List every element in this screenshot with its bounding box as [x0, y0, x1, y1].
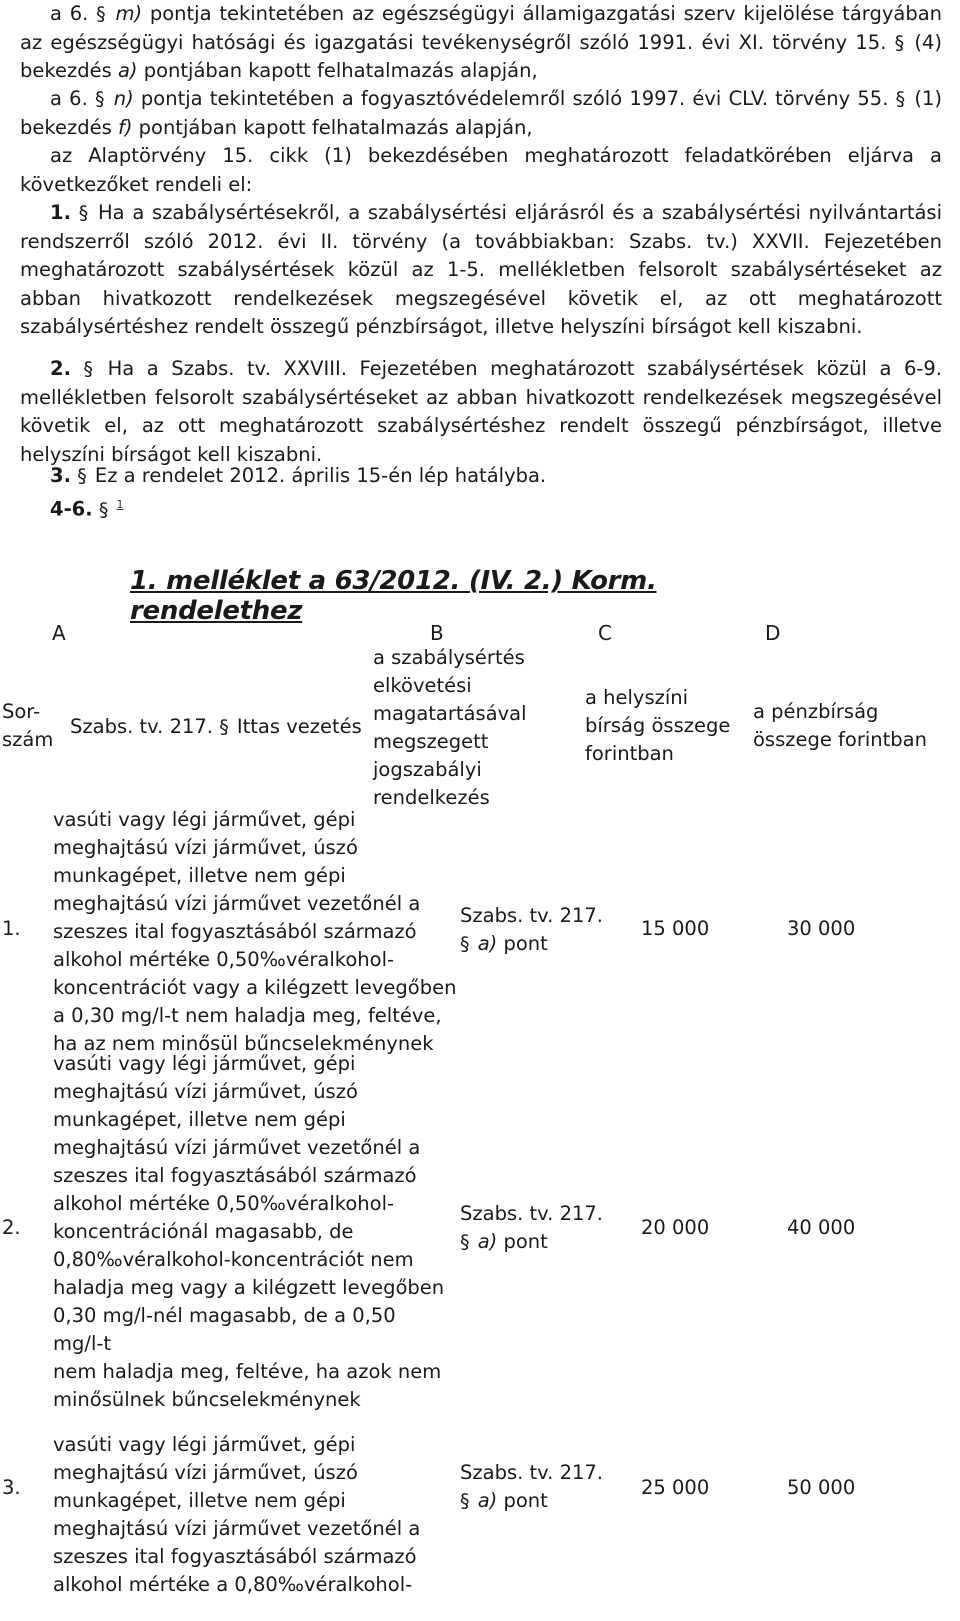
row-2-description — [53, 1050, 463, 1414]
section-text: Ha a Szabs. tv. XXVIII. Fejezetében meghatározott szabálysértések közül a 6-9. mellékletben felsorolt szabálysértéseket az abban hivatkozott rendelkezések megszegésével követik el, az ott meghatározott szabálysértéshez rendelt összegű pénzbírságot, illetve helyszíni bírságot kell kiszabni. — [20, 357, 943, 466]
description-line: 0,30 mg/l-nél magasabb, de a 0,50 — [53, 1304, 396, 1327]
row-1-description — [53, 806, 463, 1058]
text-fragment: (1) bekezdés — [20, 87, 942, 139]
text-fragment: a 6. — [50, 87, 88, 110]
description-line: koncentrációnál magasabb, de — [53, 1220, 354, 1243]
section-sign: § — [95, 88, 105, 110]
section-2 — [20, 355, 942, 469]
description-line: szeszes ital fogyasztásából származó — [53, 1164, 417, 1187]
row-1-number: 1. — [2, 917, 21, 940]
section-1 — [20, 199, 942, 342]
preamble-paragraph-2 — [20, 85, 942, 142]
text-fragment: pontjában kapott felhatalmazás alapján, — [138, 115, 533, 139]
description-line: szeszes ital fogyasztásából származó — [53, 1545, 417, 1568]
header-line: Sor- — [2, 700, 41, 723]
row-2-fine: 40 000 — [787, 1216, 856, 1239]
section-4-6 — [20, 491, 942, 524]
section-sign: § — [219, 716, 229, 738]
header-line: összege forintban — [753, 728, 927, 751]
description-line: nem haladja meg, feltéve, ha azok nem — [53, 1360, 442, 1383]
section-number: 2. — [50, 357, 71, 380]
header-line: a helyszíni — [585, 686, 689, 709]
description-line: koncentrációt vagy a kilégzett levegőben — [53, 976, 457, 999]
section-text: Ez a rendelet 2012. április 15-én lép hatályba. — [94, 464, 547, 487]
description-line: munkagépet, illetve nem gépi — [53, 1489, 346, 1512]
column-letter-d: D — [765, 621, 781, 645]
row-3-fine: 50 000 — [787, 1476, 856, 1499]
header-line: megszegett — [373, 730, 489, 753]
header-line: a pénzbírság — [753, 700, 879, 723]
section-sign: § — [460, 1490, 470, 1512]
description-line: alkohol mértéke 0,50‰véralkohol- — [53, 948, 395, 971]
reference-line: pont — [503, 932, 548, 955]
text-fragment: n) — [113, 87, 134, 110]
row-2-spot-fine: 20 000 — [641, 1216, 710, 1239]
description-line: meghajtású vízi járművet vezetőnél a — [53, 1517, 421, 1540]
section-sign: § — [78, 202, 89, 224]
header-line: a szabálysértés — [373, 646, 525, 669]
text-fragment: f) — [117, 115, 133, 139]
text-fragment: a 6. — [50, 2, 89, 25]
description-line: szeszes ital fogyasztásából származó — [53, 920, 417, 943]
reference-line: Szabs. tv. 217. — [460, 904, 603, 927]
header-column-d — [753, 698, 927, 754]
row-1-fine: 30 000 — [787, 917, 856, 940]
section-sign: § — [98, 498, 109, 521]
header-line: szám — [2, 728, 54, 751]
row-1-reference — [460, 902, 603, 958]
description-line: munkagépet, illetve nem gépi — [53, 1108, 346, 1131]
reference-line: pont — [503, 1489, 548, 1512]
text-fragment: pontja tekintetében az egészségügyi államigazgatási szerv kijelölése tárgyában az egészségügyi hatósági és igazgatási tevékenységről szóló 1991. évi XI. törvény 15. — [20, 2, 943, 54]
description-line: minősülnek bűncselekménynek — [53, 1388, 361, 1411]
text-fragment: a) — [117, 59, 138, 82]
text-fragment: m) — [115, 2, 143, 25]
header-text: Ittas vezetés — [236, 715, 362, 738]
header-column-b — [373, 644, 527, 812]
section-number: 1. — [50, 201, 71, 224]
section-sign: § — [895, 88, 906, 110]
description-line: meghajtású vízi járművet vezetőnél a — [53, 1136, 421, 1159]
reference-point: a) — [477, 1230, 498, 1253]
description-line: meghajtású vízi járművet, úszó — [53, 836, 358, 859]
description-line: vasúti vagy légi járművet, gépi — [53, 1433, 356, 1456]
column-letter-a: A — [52, 621, 66, 645]
reference-line: Szabs. tv. 217. — [460, 1202, 603, 1225]
description-line: munkagépet, illetve nem gépi — [53, 864, 346, 887]
section-sign: § — [96, 3, 106, 25]
footnote-link[interactable]: 1 — [116, 498, 124, 511]
header-line: bírság összege — [585, 714, 731, 737]
reference-point: a) — [477, 932, 498, 955]
row-2-reference — [460, 1200, 603, 1256]
description-line: vasúti vagy légi járművet, gépi — [53, 808, 356, 831]
description-line: haladja meg vagy a kilégzett levegőben — [53, 1276, 445, 1299]
section-sign: § — [460, 933, 470, 955]
row-3-description — [53, 1431, 463, 1599]
header-line: jogszabályi — [373, 758, 482, 781]
row-2-number: 2. — [2, 1216, 21, 1239]
column-letter-b: B — [430, 621, 444, 645]
description-line: ha az nem minősül bűncselekménynek — [53, 1032, 434, 1055]
description-line: meghajtású vízi járművet vezetőnél a — [53, 892, 421, 915]
header-text: Szabs. tv. 217. — [70, 715, 213, 738]
text-fragment: pontjában kapott felhatalmazás alapján, — [143, 59, 538, 82]
section-number: 4-6. — [50, 497, 93, 521]
section-sign: § — [83, 358, 94, 380]
preamble-paragraph-3: az Alaptörvény 15. cikk (1) bekezdésében meghatározott feladatkörében eljárva a következőket rendeli el: — [20, 144, 942, 196]
header-line: rendelkezés — [373, 786, 490, 809]
row-3-reference — [460, 1459, 603, 1515]
description-line: alkohol mértéke 0,50‰véralkohol- — [53, 1192, 395, 1215]
section-text: Ha a szabálysértésekről, a szabálysértési eljárásról és a szabálysértési nyilvántartási rendszerről szóló 2012. évi II. törvény (a továbbiakban: Szabs. tv.) XXVII. Fejezetében meghatározott szabálysértések közül az 1-5. mellékletben felsorolt szabálysértéseket az abban hivatkozott rendelkezések megszegésével követik el, az ott meghatározott szabálysértéshez rendelt összegű pénzbírságot, illetve helyszíni bírságot kell kiszabni. — [20, 201, 943, 338]
column-letter-c: C — [598, 621, 612, 645]
preamble-paragraph-1 — [20, 0, 942, 86]
description-line: meghajtású vízi járművet, úszó — [53, 1080, 358, 1103]
header-column-c — [585, 684, 730, 768]
reference-point: a) — [477, 1489, 498, 1512]
description-line: alkohol mértéke a 0,80‰véralkohol- — [53, 1573, 413, 1596]
description-line: meghajtású vízi járművet, úszó — [53, 1461, 358, 1484]
row-3-number: 3. — [2, 1476, 21, 1499]
annex-title: 1. melléklet a 63/2012. (IV. 2.) Korm. rendelethez — [130, 566, 657, 626]
description-line: vasúti vagy légi járművet, gépi — [53, 1052, 356, 1075]
text-fragment: pontja tekintetében a fogyasztóvédelemről szóló 1997. évi CLV. törvény 55. — [140, 87, 889, 110]
reference-line: Szabs. tv. 217. — [460, 1461, 603, 1484]
description-line: mg/l-t — [53, 1332, 112, 1355]
header-sorszam — [2, 698, 53, 754]
header-column-a — [70, 713, 362, 741]
description-line: 0,80‰véralkohol-koncentrációt nem — [53, 1248, 414, 1271]
row-3-spot-fine: 25 000 — [641, 1476, 710, 1499]
row-1-spot-fine: 15 000 — [641, 917, 710, 940]
section-number: 3. — [50, 464, 71, 487]
header-line: forintban — [585, 742, 674, 765]
header-line: magatartásával — [373, 702, 527, 725]
reference-line: pont — [503, 1230, 548, 1253]
description-line: a 0,30 mg/l-t nem haladja meg, feltéve, — [53, 1004, 442, 1027]
text-fragment: (4) bekezdés — [20, 30, 943, 82]
section-sign: § — [460, 1231, 470, 1253]
section-3 — [20, 462, 942, 491]
header-line: elkövetési — [373, 674, 472, 697]
section-sign: § — [894, 31, 905, 54]
section-sign: § — [77, 465, 87, 487]
